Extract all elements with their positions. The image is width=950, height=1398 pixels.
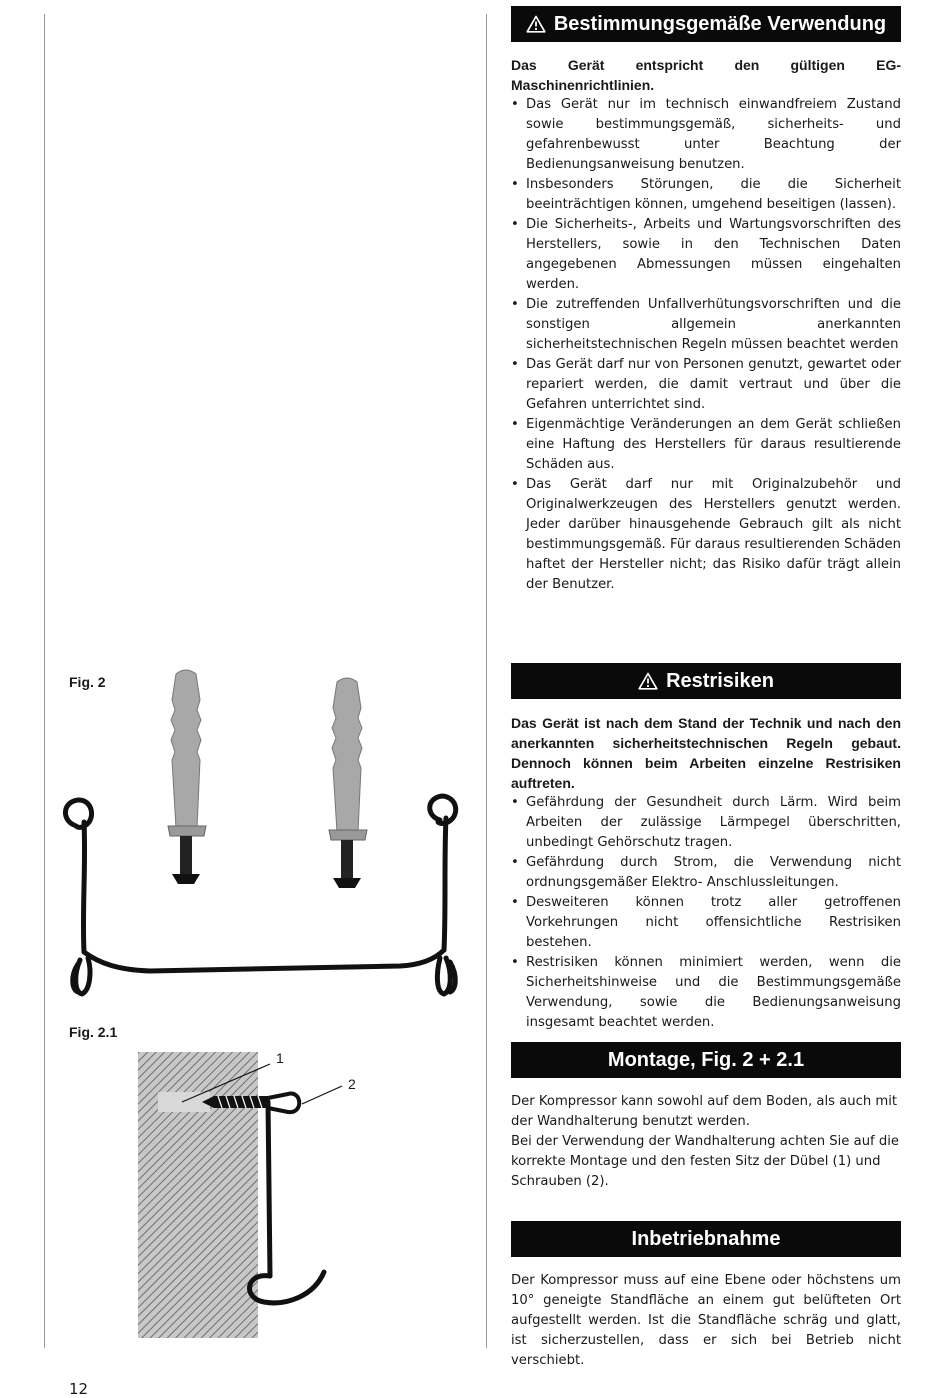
section-title: Montage, Fig. 2 + 2.1 bbox=[607, 1048, 805, 1071]
wall-bracket-wire bbox=[65, 796, 455, 994]
section-lead: Das Gerät ist nach dem Stand der Technik und nach den anerkannten sicherheitstechnischen Regeln gebaut. Dennoch können beim Arbeiten einzelne Restrisiken auftreten. bbox=[511, 715, 901, 791]
bullet-glyph: • bbox=[511, 795, 519, 810]
bullet-glyph: • bbox=[511, 297, 519, 312]
fig2-illustration bbox=[60, 660, 470, 1005]
bullet-item bbox=[511, 953, 901, 1033]
bullet-glyph: • bbox=[511, 217, 519, 232]
bullet-item bbox=[511, 295, 901, 355]
bullet-text: Die Sicherheits-, Arbeits und Wartungsvorschriften des Herstellers, sowie in den Technischen Daten angegebenen Abmessungen müssen eingehalten werden. bbox=[526, 217, 901, 292]
column-divider-rule bbox=[486, 14, 487, 1348]
bullet-glyph: • bbox=[511, 357, 519, 372]
bullet-text: Insbesonders Störungen, die die Sicherheit beeinträchtigen können, umgehend beseitigen (lassen). bbox=[526, 177, 901, 212]
bullet-text: Gefährdung der Gesundheit durch Lärm. Wird beim Arbeiten der zulässige Lärmpegel überschritten, unbedingt Gehörschutz tragen. bbox=[526, 795, 901, 850]
figure-label-fig21: Fig. 2.1 bbox=[69, 1024, 118, 1040]
bullet-item bbox=[511, 355, 901, 415]
bullet-glyph: • bbox=[511, 177, 519, 192]
bullet-text: Das Gerät darf nur von Personen genutzt, gewartet oder repariert werden, die damit vertraut und über die Gefahren unterrichtet sind. bbox=[526, 357, 901, 412]
bullet-list bbox=[511, 793, 901, 1033]
wall-plug-dowel-right bbox=[329, 678, 367, 888]
section-body-montage bbox=[511, 1092, 901, 1192]
bullet-glyph: • bbox=[511, 955, 519, 970]
paragraph: Der Kompressor kann sowohl auf dem Boden, als auch mit der Wandhalterung benutzt werden. bbox=[511, 1094, 898, 1129]
warning-triangle-icon bbox=[638, 672, 658, 690]
bullet-text: Restrisiken können minimiert werden, wenn die Sicherheitshinweise und die Bestimmungsgemäße Verwendung, sowie die Bedienungsanweisung insgesamt beachtet werden. bbox=[526, 955, 901, 1030]
bracket-side-view bbox=[250, 1102, 324, 1303]
page-number: 12 bbox=[69, 1380, 89, 1398]
section-lead: Das Gerät entspricht den gültigen EG-Maschinenrichtlinien. bbox=[511, 57, 901, 93]
bullet-glyph: • bbox=[511, 895, 519, 910]
section-body-inbetriebnahme bbox=[511, 1271, 901, 1371]
section-heading-montage bbox=[511, 1042, 901, 1078]
section-body-restrisiken bbox=[511, 713, 901, 1033]
bullet-item bbox=[511, 793, 901, 853]
bullet-text: Gefährdung durch Strom, die Verwendung nicht ordnungsgemäßer Elektro- Anschlussleitungen. bbox=[526, 855, 901, 890]
bullet-item bbox=[511, 215, 901, 295]
section-heading-inbetriebnahme bbox=[511, 1221, 901, 1257]
bullet-item bbox=[511, 475, 901, 595]
bullet-item bbox=[511, 415, 901, 475]
section-title: Inbetriebnahme bbox=[631, 1227, 781, 1250]
bullet-text: Das Gerät nur im technisch einwandfreiem Zustand sowie bestimmungsgemäß, sicherheits- und gefahrenbewusst unter Beachtung der Bedienungsanweisung benutzen. bbox=[526, 97, 901, 172]
section-heading-restrisiken bbox=[511, 663, 901, 699]
warning-triangle-icon bbox=[526, 15, 546, 33]
bullet-text: Eigenmächtige Veränderungen an dem Gerät schließen eine Haftung des Herstellers für daraus resultierende Schäden aus. bbox=[526, 417, 901, 472]
bullet-glyph: • bbox=[511, 97, 519, 112]
figure-label-fig2: Fig. 2 bbox=[69, 674, 106, 690]
left-margin-rule bbox=[44, 14, 45, 1348]
section-body-bestimmung bbox=[511, 55, 901, 595]
bullet-item bbox=[511, 95, 901, 175]
paragraph: Der Kompressor muss auf eine Ebene oder höchstens um 10° geneigte Standfläche an einem gut belüfteten Ort aufgestellt werden. Ist die Standfläche schräg und glatt, ist sicherzustellen, dass er sich bei Betrieb nicht verschiebt. bbox=[511, 1273, 901, 1368]
bullet-glyph: • bbox=[511, 417, 519, 432]
callout-1: 1 bbox=[276, 1050, 284, 1066]
section-heading-bestimmung bbox=[511, 6, 901, 42]
bullet-list bbox=[511, 95, 901, 595]
section-title: Restrisiken bbox=[666, 669, 774, 692]
bullet-text: Die zutreffenden Unfallverhütungsvorschriften und die sonstigen allgemein anerkannten sicherheitstechnischen Regeln müssen beachtet werden bbox=[526, 297, 901, 352]
bullet-text: Das Gerät darf nur mit Originalzubehör und Originalwerkzeugen des Herstellers genutzt werden. Jeder darüber hinausgehende Gebrauch gilt als nicht bestimmungsgemäß. Für daraus resultierenden Schäden haftet der Hersteller nicht; das Risiko dafür trägt allein der Benutzer. bbox=[526, 477, 901, 592]
bullet-glyph: • bbox=[511, 855, 519, 870]
bullet-item bbox=[511, 893, 901, 953]
wall-plug-dowel-left bbox=[168, 670, 206, 884]
bullet-item bbox=[511, 175, 901, 215]
bullet-glyph: • bbox=[511, 477, 519, 492]
bullet-item bbox=[511, 853, 901, 893]
bullet-text: Desweiteren können trotz aller getroffenen Vorkehrungen nicht offensichtliche Restrisiken bestehen. bbox=[526, 895, 901, 950]
callout-2: 2 bbox=[348, 1076, 356, 1092]
paragraph: Bei der Verwendung der Wandhalterung achten Sie auf die korrekte Montage und den festen Sitz der Dübel (1) und Schrauben (2). bbox=[511, 1134, 900, 1189]
section-title: Bestimmungsgemäße Verwendung bbox=[553, 12, 887, 35]
